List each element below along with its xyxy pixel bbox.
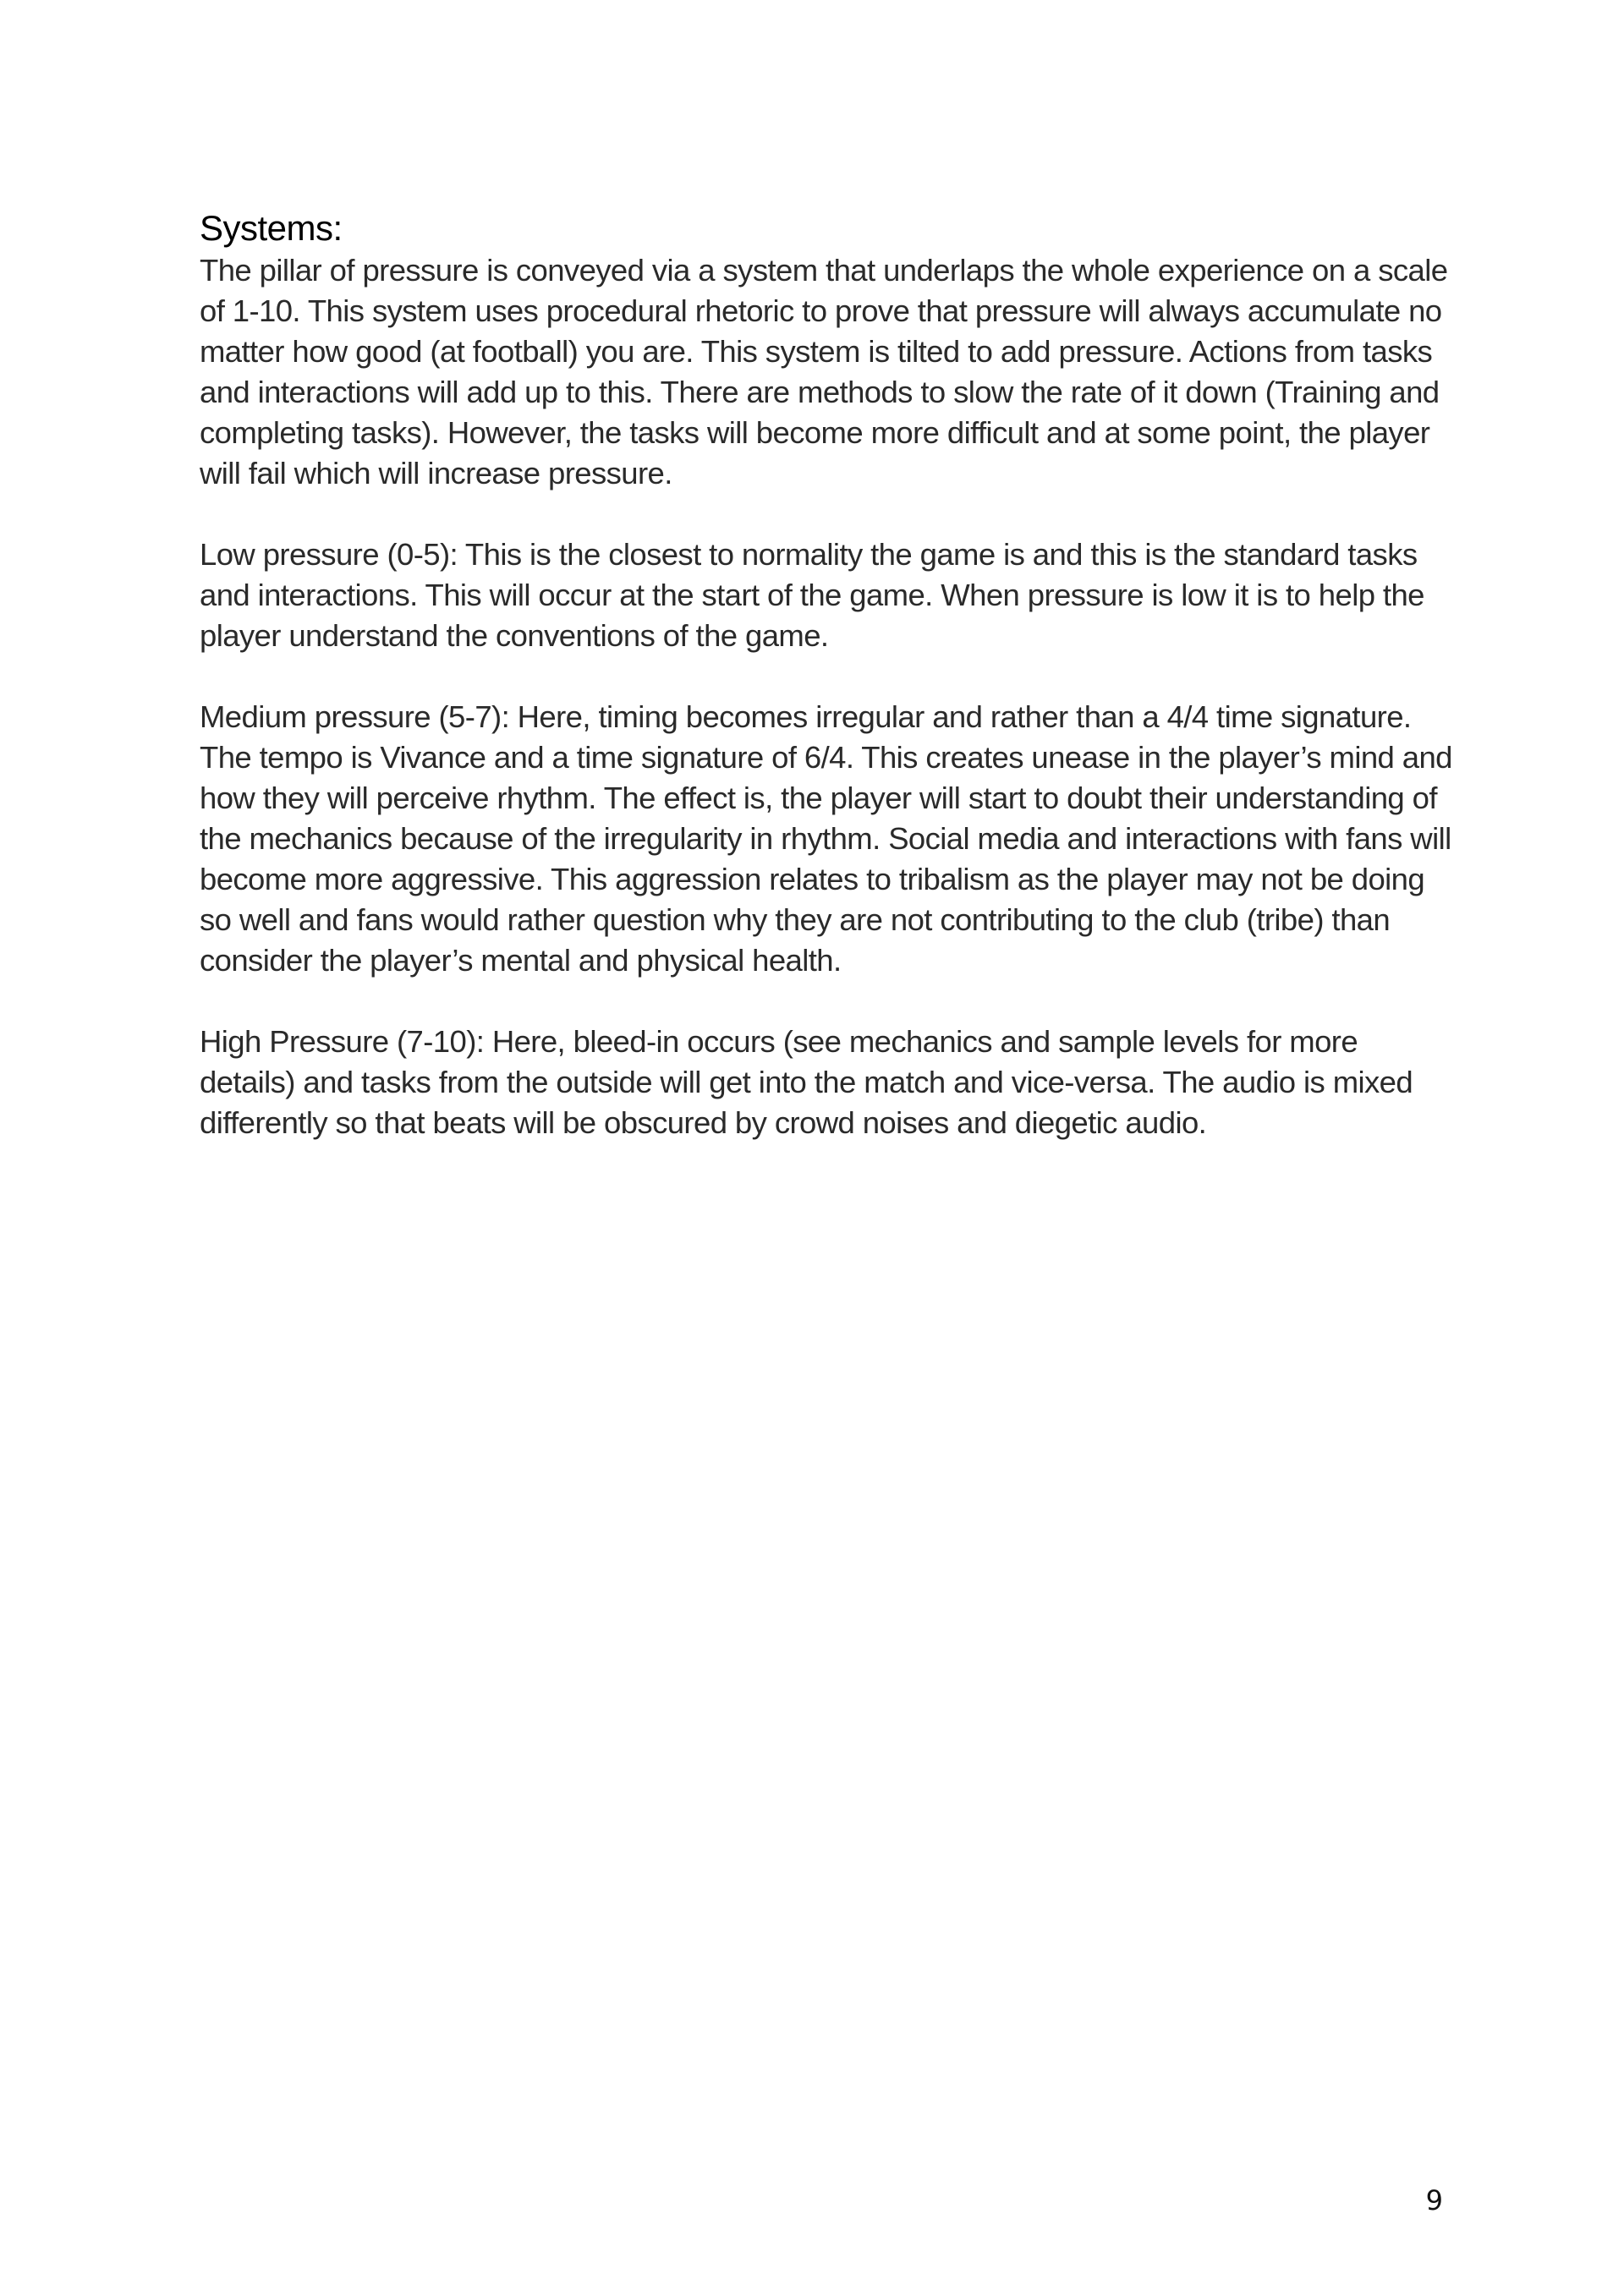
page-content xyxy=(200,206,1457,1143)
paragraph-pressure-system: The pillar of pressure is conveyed via a system that underlaps the whole experience on a scale of 1-10. This system uses procedural rhetoric to prove that pressure will always accumulate no matter how good (at football) you are. This system is tilted to add pressure. Actions from tasks and interactions will add up to this. There are methods to slow the rate of it down (Training and completing tasks). However, the tasks will become more difficult and at some point, the player will fail which will increase pressure. xyxy=(200,253,1448,490)
paragraph-low-pressure: Low pressure (0-5): This is the closest to normality the game is and this is the standard tasks and interactions. This will occur at the start of the game. When pressure is low it is to help the player understand the conventions of the game. xyxy=(200,537,1424,653)
paragraph-high-pressure: High Pressure (7-10): Here, bleed-in occurs (see mechanics and sample levels for more details) and tasks from the outside will get into the match and vice-versa. The audio is mixed differently so that beats will be obscured by crowd noises and diegetic audio. xyxy=(200,1024,1413,1140)
paragraph-medium-pressure: Medium pressure (5-7): Here, timing becomes irregular and rather than a 4/4 time signature. The tempo is Vivance and a time signature of 6/4. This creates unease in the player’s mind and how they will perceive rhythm. The effect is, the player will start to doubt their understanding of the mechanics because of the irregularity in rhythm. Social media and interactions with fans will become more aggressive. This aggression relates to tribalism as the player may not be doing so well and fans would rather question why they are not contributing to the club (tribe) than consider the player’s mental and physical health. xyxy=(200,699,1452,978)
page-number: 9 xyxy=(1425,2184,1443,2217)
section-heading: Systems: xyxy=(200,208,343,248)
